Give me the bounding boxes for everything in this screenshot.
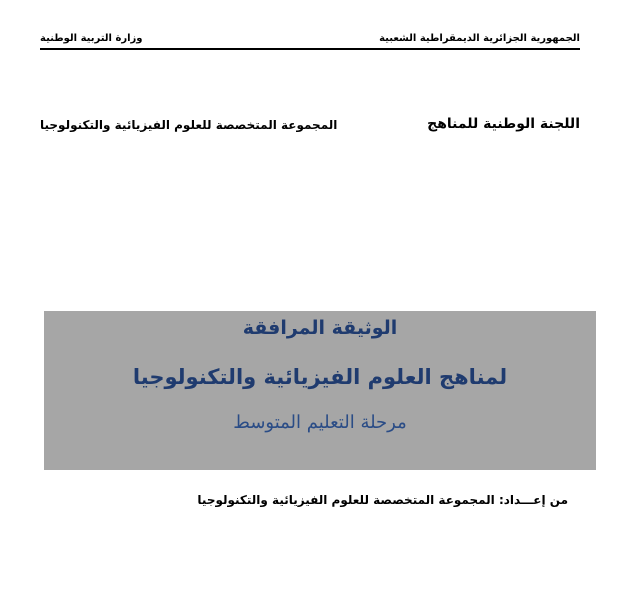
header-divider [40, 48, 580, 50]
title-banner [44, 311, 596, 470]
committee-name: اللجنة الوطنية للمناهج [427, 116, 580, 132]
ministry-name: وزارة التربية الوطنية [40, 33, 143, 44]
banner-title: الوثيقة المرافقة [242, 317, 398, 339]
republic-name: الجمهورية الجزائرية الديمقراطية الشعبية [379, 33, 580, 44]
banner-stage: مرحلة التعليم المتوسط [233, 412, 407, 433]
prepared-by: من إعـــداد: المجموعة المتخصصة للعلوم الفيزيائية والتكنولوجيا [197, 493, 568, 507]
specialized-group: المجموعة المتخصصة للعلوم الفيزيائية والتكنولوجيا [40, 118, 338, 132]
banner-subtitle: لمناهج العلوم الفيزيائية والتكنولوجيا [132, 365, 508, 389]
